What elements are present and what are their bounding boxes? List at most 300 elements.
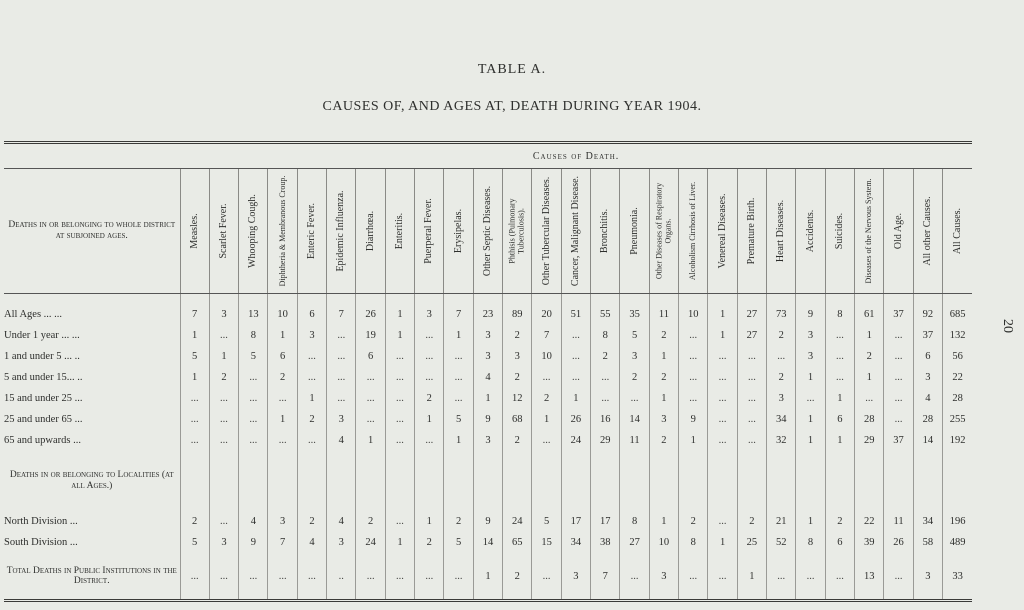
table-cell: 1 bbox=[708, 532, 737, 553]
column-header-label: Pneumonia. bbox=[628, 207, 640, 255]
table-cell: 28 bbox=[913, 409, 942, 430]
table-cell: 9 bbox=[679, 409, 708, 430]
table-cell: 34 bbox=[913, 511, 942, 532]
table-cell: 3 bbox=[649, 409, 678, 430]
column-header bbox=[679, 169, 708, 294]
table-cell bbox=[708, 451, 737, 511]
table-cell bbox=[767, 451, 796, 511]
table-cell: ... bbox=[444, 346, 473, 367]
table-cell bbox=[737, 294, 766, 305]
column-header-label: Premature Birth. bbox=[745, 197, 757, 265]
column-header-label: Other Septic Diseases. bbox=[481, 185, 493, 277]
table-cell bbox=[825, 451, 854, 511]
table-cell: 13 bbox=[855, 553, 884, 601]
table-cell: 2 bbox=[825, 511, 854, 532]
table-cell bbox=[503, 294, 532, 305]
table-cell: ... bbox=[532, 430, 561, 451]
column-header bbox=[239, 169, 268, 294]
table-cell: 3 bbox=[268, 511, 297, 532]
row-label: South Division ... bbox=[4, 537, 78, 548]
table-cell: 15 bbox=[532, 532, 561, 553]
table-cell: 29 bbox=[855, 430, 884, 451]
table-cell: 3 bbox=[209, 532, 238, 553]
table-cell: 17 bbox=[561, 511, 590, 532]
table-cell bbox=[444, 294, 473, 305]
table-cell bbox=[503, 451, 532, 511]
table-cell: ... bbox=[180, 553, 209, 601]
table-cell bbox=[532, 451, 561, 511]
table-cell: ... bbox=[415, 367, 444, 388]
column-header bbox=[385, 169, 414, 294]
table-cell: ... bbox=[708, 388, 737, 409]
table-cell: 5 bbox=[444, 532, 473, 553]
table-cell: 1 bbox=[855, 325, 884, 346]
table-cell: 11 bbox=[884, 511, 913, 532]
table-cell: ... bbox=[327, 325, 356, 346]
table-cell bbox=[297, 451, 326, 511]
table-cell: 16 bbox=[591, 409, 620, 430]
table-cell: 56 bbox=[943, 346, 973, 367]
table-cell: ... bbox=[708, 511, 737, 532]
table-cell bbox=[855, 294, 884, 305]
table-cell: 35 bbox=[620, 304, 649, 325]
blank-corner bbox=[4, 143, 180, 169]
causes-header: Causes of Death. bbox=[180, 143, 972, 169]
table-cell: 9 bbox=[239, 532, 268, 553]
table-cell: 28 bbox=[943, 388, 973, 409]
table-cell: 2 bbox=[649, 367, 678, 388]
table-row bbox=[4, 511, 972, 532]
table-cell bbox=[473, 294, 502, 305]
row-label: Total Deaths in Public Institutions in the District. bbox=[4, 553, 180, 601]
table-cell: 37 bbox=[884, 430, 913, 451]
table-cell: 7 bbox=[180, 304, 209, 325]
table-cell bbox=[297, 294, 326, 305]
table-cell: 55 bbox=[591, 304, 620, 325]
table-cell: 3 bbox=[297, 325, 326, 346]
table-cell bbox=[679, 294, 708, 305]
table-cell: 2 bbox=[679, 511, 708, 532]
row-label: 15 and under 25 ... bbox=[4, 393, 83, 404]
table-cell bbox=[473, 451, 502, 511]
table-cell: ... bbox=[327, 388, 356, 409]
column-header-label: Other Diseases of Respiratory Organs. bbox=[654, 182, 672, 280]
table-cell: 2 bbox=[855, 346, 884, 367]
table-cell: 27 bbox=[737, 325, 766, 346]
table-cell: 28 bbox=[855, 409, 884, 430]
column-header bbox=[444, 169, 473, 294]
table-subtitle: CAUSES OF, AND AGES AT, DEATH DURING YEAR 1904. bbox=[322, 99, 702, 114]
table-cell: ... bbox=[209, 553, 238, 601]
row-label: Deaths in or belonging to Localities (at all Ages.) bbox=[9, 470, 174, 491]
table-cell: ... bbox=[884, 409, 913, 430]
table-cell: 5 bbox=[180, 346, 209, 367]
table-cell: ... bbox=[356, 388, 385, 409]
table-cell: 1 bbox=[415, 511, 444, 532]
table-cell: 8 bbox=[679, 532, 708, 553]
row-label: 25 and under 65 ... bbox=[4, 414, 83, 425]
column-header-label: Diphtheria & Membranous Croup. bbox=[277, 175, 287, 287]
table-cell: 17 bbox=[591, 511, 620, 532]
table-row bbox=[4, 367, 972, 388]
table-cell: 2 bbox=[356, 511, 385, 532]
table-cell bbox=[356, 451, 385, 511]
table-cell: ... bbox=[855, 388, 884, 409]
table-cell: 3 bbox=[473, 346, 502, 367]
table-cell bbox=[356, 294, 385, 305]
table-cell: ... bbox=[737, 430, 766, 451]
table-cell: 8 bbox=[239, 325, 268, 346]
table-cell: 10 bbox=[268, 304, 297, 325]
table-cell: ... bbox=[825, 553, 854, 601]
column-header bbox=[180, 169, 209, 294]
table-row bbox=[4, 409, 972, 430]
table-cell: 4 bbox=[239, 511, 268, 532]
table-cell: ... bbox=[444, 553, 473, 601]
table-cell: ... bbox=[532, 367, 561, 388]
table-cell: 2 bbox=[415, 532, 444, 553]
table-cell bbox=[180, 451, 209, 511]
table-cell: 4 bbox=[297, 532, 326, 553]
table-cell: 1 bbox=[825, 388, 854, 409]
row-label: North Division ... bbox=[4, 516, 78, 527]
table-cell: 24 bbox=[561, 430, 590, 451]
table-cell: ... bbox=[708, 367, 737, 388]
page-number: 20 bbox=[1000, 319, 1015, 333]
table-cell: 33 bbox=[943, 553, 973, 601]
column-header-label: Scarlet Fever. bbox=[217, 203, 229, 259]
table-cell: 65 bbox=[503, 532, 532, 553]
table-cell: 39 bbox=[855, 532, 884, 553]
column-header bbox=[620, 169, 649, 294]
table-cell: 11 bbox=[620, 430, 649, 451]
table-cell: ... bbox=[239, 388, 268, 409]
table-cell: 132 bbox=[943, 325, 973, 346]
table-cell: 2 bbox=[591, 346, 620, 367]
table-cell: 4 bbox=[327, 511, 356, 532]
table-cell: ... bbox=[825, 346, 854, 367]
table-cell: 12 bbox=[503, 388, 532, 409]
table-cell: 1 bbox=[649, 388, 678, 409]
table-cell bbox=[620, 294, 649, 305]
table-cell: 7 bbox=[327, 304, 356, 325]
column-header-label: Erysipelas. bbox=[452, 208, 464, 254]
table-cell: 2 bbox=[503, 325, 532, 346]
table-cell: 21 bbox=[767, 511, 796, 532]
table-cell: ... bbox=[415, 430, 444, 451]
column-header bbox=[884, 169, 913, 294]
table-cell: 1 bbox=[679, 430, 708, 451]
column-header bbox=[708, 169, 737, 294]
table-cell: ... bbox=[796, 553, 825, 601]
table-cell bbox=[855, 451, 884, 511]
table-cell: 1 bbox=[737, 553, 766, 601]
table-cell: 2 bbox=[503, 367, 532, 388]
table-cell: ... bbox=[679, 325, 708, 346]
column-header bbox=[561, 169, 590, 294]
table-cell: 24 bbox=[503, 511, 532, 532]
row-label: All Ages ... ... bbox=[4, 309, 63, 320]
table-cell: 1 bbox=[209, 346, 238, 367]
table-cell bbox=[767, 294, 796, 305]
table-cell bbox=[913, 451, 942, 511]
table-cell: 38 bbox=[591, 532, 620, 553]
table-cell: 255 bbox=[943, 409, 973, 430]
table-cell: 3 bbox=[913, 553, 942, 601]
table-cell bbox=[943, 451, 973, 511]
table-cell: 196 bbox=[943, 511, 973, 532]
table-cell: 1 bbox=[796, 409, 825, 430]
table-cell: 1 bbox=[796, 430, 825, 451]
table-cell: ... bbox=[708, 346, 737, 367]
table-cell: 3 bbox=[796, 325, 825, 346]
table-cell bbox=[591, 451, 620, 511]
table-cell: 10 bbox=[679, 304, 708, 325]
table-cell: 13 bbox=[239, 304, 268, 325]
column-header-label: Enteritis. bbox=[393, 212, 405, 250]
table-cell: 14 bbox=[620, 409, 649, 430]
table-cell: ... bbox=[708, 409, 737, 430]
table-cell: 1 bbox=[796, 367, 825, 388]
table-cell: ... bbox=[297, 367, 326, 388]
table-cell: 14 bbox=[913, 430, 942, 451]
column-header bbox=[767, 169, 796, 294]
table-cell: 3 bbox=[209, 304, 238, 325]
table-cell: 23 bbox=[473, 304, 502, 325]
table-cell: 22 bbox=[855, 511, 884, 532]
table-cell: 29 bbox=[591, 430, 620, 451]
column-header bbox=[297, 169, 326, 294]
table-cell: 8 bbox=[591, 325, 620, 346]
table-cell: 2 bbox=[767, 325, 796, 346]
spacer-row bbox=[4, 294, 972, 305]
column-header-label: Other Tubercular Diseases. bbox=[540, 176, 552, 286]
table-cell bbox=[239, 451, 268, 511]
table-cell: ... bbox=[268, 430, 297, 451]
table-cell: 2 bbox=[503, 553, 532, 601]
table-cell: 9 bbox=[473, 511, 502, 532]
table-cell: ... bbox=[679, 388, 708, 409]
table-cell: 1 bbox=[532, 409, 561, 430]
table-cell: 2 bbox=[415, 388, 444, 409]
table-cell: ... bbox=[884, 553, 913, 601]
table-cell: 3 bbox=[327, 532, 356, 553]
table-cell: ... bbox=[356, 553, 385, 601]
table-cell: .. bbox=[327, 553, 356, 601]
table-cell: ... bbox=[385, 388, 414, 409]
table-cell bbox=[327, 451, 356, 511]
column-header-label: Diseases of the Nervous System. bbox=[863, 178, 873, 284]
table-cell: ... bbox=[327, 367, 356, 388]
table-cell: ... bbox=[532, 553, 561, 601]
table-cell: ... bbox=[209, 388, 238, 409]
row-label: Under 1 year ... ... bbox=[4, 330, 80, 341]
column-header bbox=[503, 169, 532, 294]
table-cell: 8 bbox=[620, 511, 649, 532]
table-cell: 1 bbox=[180, 325, 209, 346]
table-cell: 37 bbox=[913, 325, 942, 346]
table-cell: ... bbox=[679, 346, 708, 367]
table-cell: 4 bbox=[473, 367, 502, 388]
table-cell: 3 bbox=[796, 346, 825, 367]
table-cell: 1 bbox=[180, 367, 209, 388]
table-cell: ... bbox=[239, 409, 268, 430]
table-cell: ... bbox=[884, 346, 913, 367]
table-cell: 7 bbox=[532, 325, 561, 346]
table-cell: 2 bbox=[209, 367, 238, 388]
table-cell: 7 bbox=[591, 553, 620, 601]
table-cell bbox=[561, 294, 590, 305]
column-header-label: Measles. bbox=[188, 213, 200, 249]
column-header-label: Bronchitis. bbox=[599, 208, 611, 254]
table-cell: ... bbox=[884, 325, 913, 346]
table-cell: 92 bbox=[913, 304, 942, 325]
column-header bbox=[855, 169, 884, 294]
table-cell: 58 bbox=[913, 532, 942, 553]
table-cell: 26 bbox=[356, 304, 385, 325]
table-cell: 1 bbox=[385, 304, 414, 325]
table-cell: 1 bbox=[649, 346, 678, 367]
table-cell: ... bbox=[591, 367, 620, 388]
table-cell: 2 bbox=[503, 430, 532, 451]
column-header-label: Puerperal Fever. bbox=[423, 198, 435, 264]
column-header-label: Old Age. bbox=[892, 212, 904, 250]
column-header-label: Venereal Diseases. bbox=[716, 193, 728, 269]
table-cell: 489 bbox=[943, 532, 973, 553]
column-header bbox=[796, 169, 825, 294]
column-header bbox=[327, 169, 356, 294]
table-cell: 51 bbox=[561, 304, 590, 325]
table-cell: ... bbox=[356, 367, 385, 388]
column-header-label: Phthisis (Pulmonary Tuberculosis). bbox=[507, 198, 526, 264]
table-cell: 10 bbox=[649, 532, 678, 553]
table-cell: 1 bbox=[356, 430, 385, 451]
table-cell: ... bbox=[209, 511, 238, 532]
table-cell: 1 bbox=[473, 388, 502, 409]
table-cell: 22 bbox=[943, 367, 973, 388]
table-cell: 52 bbox=[767, 532, 796, 553]
table-cell: ... bbox=[415, 346, 444, 367]
column-header bbox=[591, 169, 620, 294]
table-cell: ... bbox=[561, 367, 590, 388]
row-header: Deaths in or belonging to whole district at subjoined ages. bbox=[4, 169, 180, 294]
table-row bbox=[4, 532, 972, 553]
table-cell: 11 bbox=[649, 304, 678, 325]
table-cell: 2 bbox=[767, 367, 796, 388]
table-cell: 2 bbox=[297, 511, 326, 532]
table-cell: 1 bbox=[385, 532, 414, 553]
table-cell: ... bbox=[297, 430, 326, 451]
table-cell: ... bbox=[737, 346, 766, 367]
table-cell: 89 bbox=[503, 304, 532, 325]
total-row bbox=[4, 553, 972, 601]
table-cell bbox=[679, 451, 708, 511]
table-cell: ... bbox=[708, 430, 737, 451]
table-cell: ... bbox=[268, 553, 297, 601]
table-cell: 1 bbox=[825, 430, 854, 451]
table-cell: 34 bbox=[561, 532, 590, 553]
table-cell: ... bbox=[239, 367, 268, 388]
table-cell bbox=[620, 451, 649, 511]
table-cell bbox=[385, 294, 414, 305]
table-cell: 192 bbox=[943, 430, 973, 451]
table-cell: ... bbox=[209, 325, 238, 346]
table-cell: 1 bbox=[561, 388, 590, 409]
table-cell: ... bbox=[767, 346, 796, 367]
table-cell: 68 bbox=[503, 409, 532, 430]
table-cell: 7 bbox=[444, 304, 473, 325]
table-cell bbox=[943, 294, 973, 305]
row-label: 5 and under 15... .. bbox=[4, 372, 83, 383]
table-cell bbox=[825, 294, 854, 305]
table-cell: ... bbox=[737, 409, 766, 430]
column-header-label: Alcoholism Cirrhosis of Liver. bbox=[687, 181, 697, 281]
table-cell: 6 bbox=[913, 346, 942, 367]
table-cell: ... bbox=[385, 346, 414, 367]
table-cell bbox=[796, 294, 825, 305]
column-header-label: Enteric Fever. bbox=[305, 202, 317, 260]
column-header bbox=[913, 169, 942, 294]
table-row bbox=[4, 430, 972, 451]
table-row bbox=[4, 304, 972, 325]
table-cell bbox=[268, 451, 297, 511]
column-header bbox=[415, 169, 444, 294]
table-cell: 14 bbox=[473, 532, 502, 553]
table-cell: 2 bbox=[268, 367, 297, 388]
table-cell: ... bbox=[561, 346, 590, 367]
table-cell bbox=[415, 294, 444, 305]
table-cell: ... bbox=[209, 409, 238, 430]
table-cell bbox=[708, 294, 737, 305]
table-cell bbox=[268, 294, 297, 305]
table-cell bbox=[444, 451, 473, 511]
column-header bbox=[943, 169, 973, 294]
table-title: TABLE A. bbox=[477, 62, 547, 77]
table-cell: 6 bbox=[825, 532, 854, 553]
table-cell: 8 bbox=[825, 304, 854, 325]
table-cell: 8 bbox=[796, 532, 825, 553]
table-cell bbox=[239, 294, 268, 305]
table-cell: 1 bbox=[297, 388, 326, 409]
table-cell: 4 bbox=[913, 388, 942, 409]
table-cell: 3 bbox=[561, 553, 590, 601]
table-cell: 20 bbox=[532, 304, 561, 325]
table-cell: ... bbox=[297, 346, 326, 367]
table-cell: ... bbox=[297, 553, 326, 601]
table-cell bbox=[532, 294, 561, 305]
table-cell bbox=[796, 451, 825, 511]
table-row bbox=[4, 325, 972, 346]
column-header bbox=[532, 169, 561, 294]
table-cell: 1 bbox=[796, 511, 825, 532]
table-cell bbox=[884, 451, 913, 511]
table-cell: 5 bbox=[180, 532, 209, 553]
table-cell: ... bbox=[356, 409, 385, 430]
row-label: 65 and upwards ... bbox=[4, 435, 81, 446]
table-cell bbox=[913, 294, 942, 305]
section-header-row bbox=[4, 451, 972, 511]
column-header-label: All Causes. bbox=[951, 207, 963, 255]
table-cell: 3 bbox=[503, 346, 532, 367]
table-cell: 1 bbox=[268, 325, 297, 346]
column-header-label: All other Causes. bbox=[921, 196, 933, 266]
table-cell: 1 bbox=[855, 367, 884, 388]
table-cell: 5 bbox=[239, 346, 268, 367]
table-cell: 4 bbox=[327, 430, 356, 451]
table-cell: 32 bbox=[767, 430, 796, 451]
table-cell: ... bbox=[415, 553, 444, 601]
table-cell bbox=[180, 294, 209, 305]
